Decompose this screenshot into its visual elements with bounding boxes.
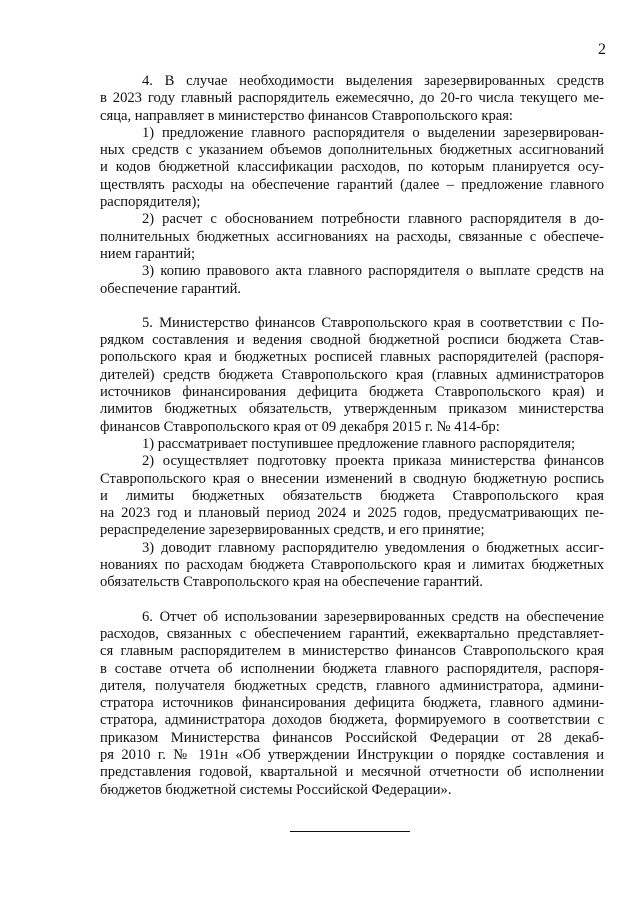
section-gap [100,592,604,609]
text-line: 3) копию правового акта главного распорядителя о выплате средств на [142,263,604,280]
text-line: 3) доводит главному распорядителю уведомления о бюджетных ассиг- [142,539,604,556]
text-line: ществлять расходы на обеспечение гарантий (далее – предложение главного [100,176,604,193]
text-line: стратора источников финансирования дефицита бюджета, главного админи- [100,695,604,712]
text-line: приказом Министерства финансов Российской Федерации от 28 декаб- [100,729,604,746]
text-line: сяца, направляет в министерство финансов Ставропольского края: [100,107,513,124]
page-number: 2 [598,41,606,58]
text-line: лимитов бюджетных обязательств, утвержденным приказом министерства [100,401,604,418]
section-6 [100,609,604,799]
text-line: дителей) средств бюджета Ставропольского края (главных администраторов [100,366,604,383]
text-line: 2) расчет с обоснованием потребности главного распорядителя в до- [142,211,604,228]
text-line: финансов Ставропольского края от 09 декабря 2015 г. № 414-бр: [100,418,500,435]
text-line: ных средств с указанием объемов дополнительных бюджетных ассигнований [100,142,604,159]
text-line: ропольского края и бюджетных росписей главных распорядителей (распоря- [100,349,604,366]
section-5 [100,315,604,592]
text-line: нием гарантий; [100,245,196,262]
closing-rule [290,831,410,832]
text-line: расходов, связанных с обеспечением гарантий, ежеквартально представляет- [100,625,604,642]
text-line: рераспределение зарезервированных средств, и его принятие; [100,522,485,539]
text-line: представления годовой, квартальной и месячной отчетности об исполнении [100,764,604,781]
section-4 [100,73,604,298]
text-line: 2) осуществляет подготовку проекта приказа министерства финансов [142,453,604,470]
text-line: нованиях по расходам бюджета Ставропольского края и лимитах бюджетных [100,557,604,574]
text-line: и лимиты бюджетных обязательств бюджета Ставропольского края [100,487,604,504]
text-line: и кодов бюджетной классификации расходов, по которым планируется осу- [100,159,604,176]
text-line: 6. Отчет об использовании зарезервированных средств на обеспечение [142,608,604,625]
text-line: полнительных бюджетных ассигнованиях на расходы, связанные с обеспече- [100,228,604,245]
text-line: стратора, администратора доходов бюджета, формируемого в соответствии с [100,712,604,729]
text-line: ря 2010 г. № 191н «Об утверждении Инструкции о порядке составления и [100,746,604,763]
text-line: в 2023 году главный распорядитель ежемесячно, до 20-го числа текущего ме- [100,90,604,107]
text-line: источников финансирования дефицита бюджета Ставропольского края) и [100,384,604,401]
text-line: Ставропольского края о внесении изменений в сводную бюджетную роспись [100,470,604,487]
text-line: обязательств Ставропольского края на обеспечение гарантий. [100,574,483,591]
text-line: ся главным распорядителем в министерство финансов Ставропольского края [100,643,604,660]
text-line: дителя, получателя бюджетных средств, главного администратора, админи- [100,677,604,694]
text-line: обеспечение гарантий. [100,280,242,297]
text-line: бюджетов бюджетной системы Российской Федерации». [100,781,452,798]
text-line: 1) предложение главного распорядителя о выделении зарезервирован- [142,124,604,141]
text-line: 4. В случае необходимости выделения зарезервированных средств [142,73,604,89]
text-line: на 2023 год и плановый период 2024 и 2025 годов, предусматривающих пе- [100,505,604,522]
text-line: 1) рассматривает поступившее предложение главного распорядителя; [142,435,576,452]
text-line: распорядителя); [100,194,201,211]
text-line: рядком составления и ведения сводной бюджетной росписи бюджета Став- [100,332,604,349]
text-line: 5. Министерство финансов Ставропольского края в соответствии с По- [142,314,604,331]
section-gap [100,298,604,315]
document-body [100,73,604,799]
text-line: в составе отчета об исполнении бюджета главного распорядителя, распоря- [100,660,604,677]
